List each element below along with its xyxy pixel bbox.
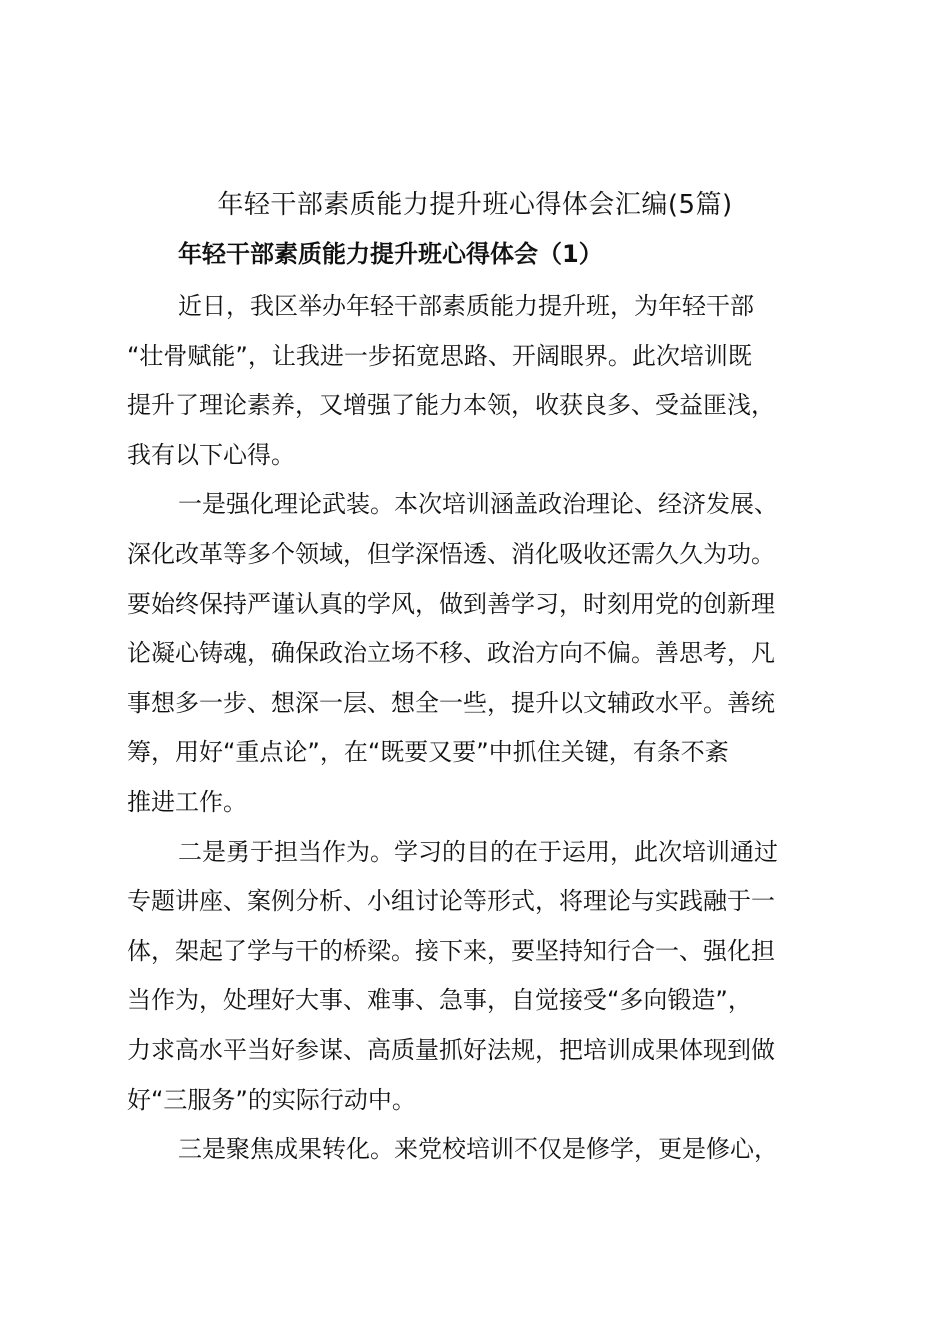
paragraph-line: 近日，我区举办年轻干部素质能力提升班，为年轻干部 [178,292,754,320]
paragraph-line: 二是勇于担当作为。学习的目的在于运用，此次培训通过 [178,837,778,866]
paragraph-line: 要始终保持严谨认真的学风，做到善学习，时刻用党的创新理 [127,589,775,618]
paragraph-line: 提升了理论素养，又增强了能力本领，收获良多、受益匪浅， [127,391,775,420]
paragraph-line: 体，架起了学与干的桥梁。接下来，要坚持知行合一、强化担 [127,936,775,965]
paragraph-line: 专题讲座、案例分析、小组讨论等形式，将理论与实践融于一 [127,887,775,916]
paragraph-line: 好“三服务”的实际行动中。 [127,1085,416,1114]
paragraph-2 [127,480,832,827]
paragraph-line: 力求高水平当好参谋、高质量抓好法规，把培训成果体现到做 [127,1035,775,1064]
paragraph-line: 推进工作。 [127,787,247,816]
paragraph-line: 论凝心铸魂，确保政治立场不移、政治方向不偏。善思考，凡 [127,639,775,668]
paragraph-line: 三是聚焦成果转化。来党校培训不仅是修学，更是修心， [178,1135,778,1164]
paragraph-line: 一是强化理论武装。本次培训涵盖政治理论、经济发展、 [178,490,778,519]
paragraph-line: 筹，用好“重点论”，在“既要又要”中抓住关键，有条不紊 [127,738,729,767]
paragraph-line: 深化改革等多个领域，但学深悟透、消化吸收还需久久为功。 [127,539,775,568]
document-page [127,0,832,1344]
document-title: 年轻干部素质能力提升班心得体会汇编(5篇) [217,190,733,220]
document-subtitle: 年轻干部素质能力提升班心得体会（1） [178,240,603,268]
paragraph-4 [127,1125,832,1175]
paragraph-line: 我有以下心得。 [127,440,295,469]
paragraph-1 [127,282,832,480]
paragraph-line: 当作为，处理好大事、难事、急事，自觉接受“多向锻造”， [127,986,752,1015]
paragraph-line: “壮骨赋能”，让我进一步拓宽思路、开阔眼界。此次培训既 [127,341,752,370]
paragraph-3 [127,828,832,1126]
document-body [127,282,832,1175]
paragraph-line: 事想多一步、想深一层、想全一些，提升以文辅政水平。善统 [127,688,775,717]
